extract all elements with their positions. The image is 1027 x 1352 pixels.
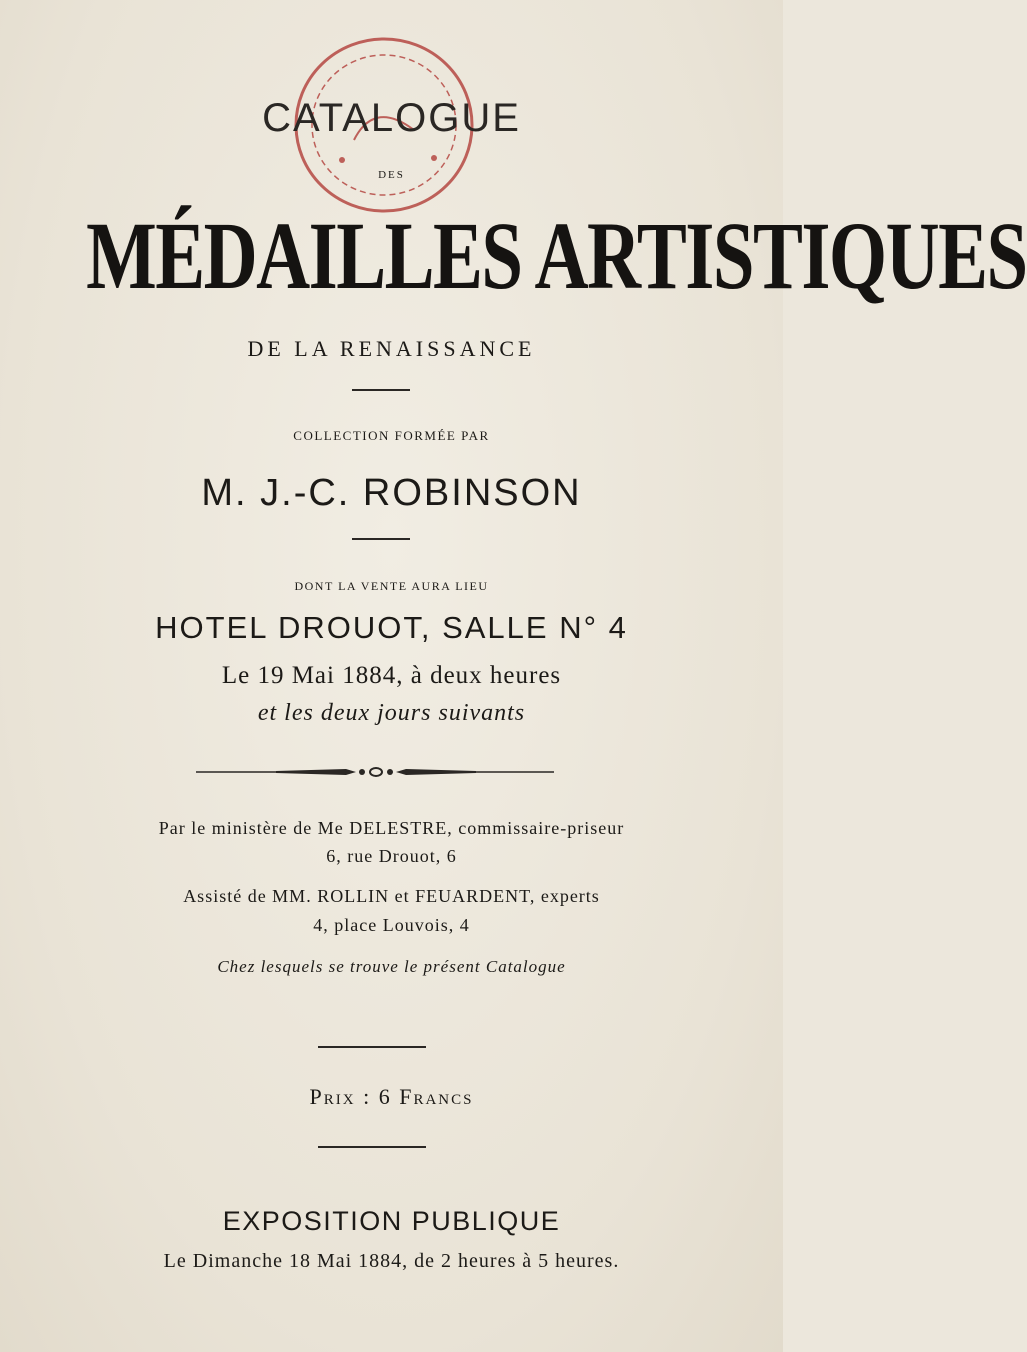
divider-1 (352, 389, 410, 391)
collector-name: M. J.-C. ROBINSON (201, 472, 582, 514)
main-title: MÉDAILLES ARTISTIQUES (86, 202, 1027, 309)
collection-label: COLLECTION FORMÉE PAR (293, 428, 490, 443)
ornamental-divider-icon (196, 762, 556, 782)
auctioneer-address: 6, rue Drouot, 6 (326, 846, 457, 866)
des-label: DES (378, 169, 405, 181)
subtitle: DE LA RENAISSANCE (247, 336, 536, 361)
divider-2 (352, 538, 410, 540)
auctioneer-line: Par le ministère de Me DELESTRE, commissaire-priseur (158, 818, 625, 838)
sale-intro: DONT LA VENTE AURA LIEU (294, 579, 489, 593)
catalogue-heading: CATALOGUE (262, 96, 521, 140)
divider-4 (318, 1146, 426, 1148)
experts-line: Assisté de MM. ROLLIN et FEUARDENT, experts (183, 886, 600, 906)
exposition-title: EXPOSITION PUBLIQUE (222, 1206, 561, 1236)
sale-venue: HOTEL DROUOT, SALLE N° 4 (155, 610, 628, 645)
divider-3 (318, 1046, 426, 1048)
price: Prix : 6 Francs (309, 1084, 474, 1109)
catalogue-availability: Chez lesquels se trouve le présent Catalogue (217, 957, 566, 976)
experts-address: 4, place Louvois, 4 (313, 915, 470, 935)
sale-date: Le 19 Mai 1884, à deux heures (221, 662, 562, 689)
sale-date-continued: et les deux jours suivants (257, 700, 526, 726)
exposition-details: Le Dimanche 18 Mai 1884, de 2 heures à 5 heures. (163, 1250, 620, 1272)
